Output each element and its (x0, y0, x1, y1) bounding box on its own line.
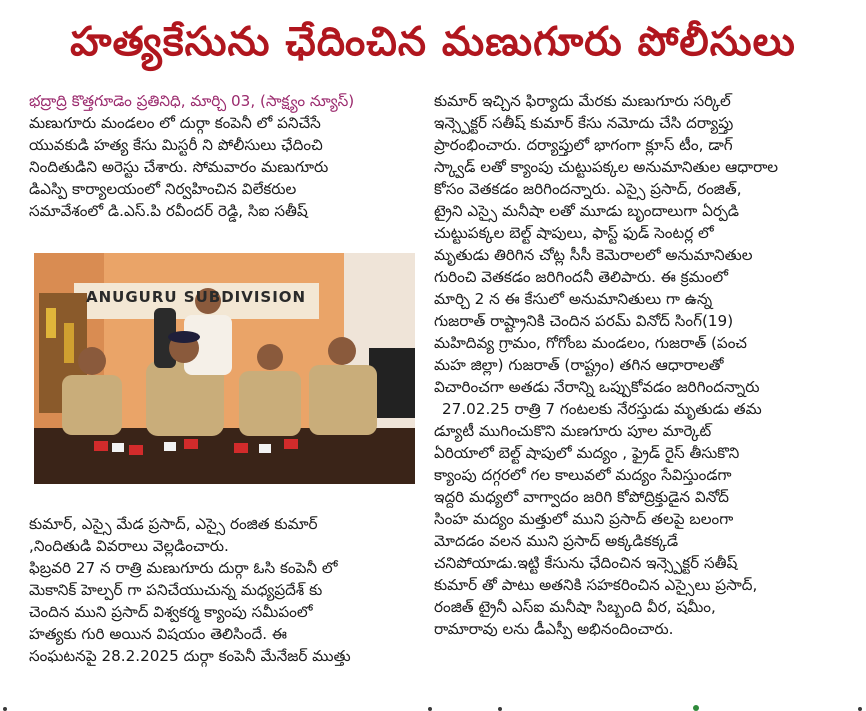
paragraph-line: ఇద్దరి మధ్యలో వాగ్వాదం జరిగి కోపోద్రిక్తుడైన వినోద్ (434, 488, 730, 506)
paragraph-line: కుమార్ ఇచ్చిన ఫిర్యాదు మేరకు మణుగూరు సర్కిల్ (434, 92, 731, 110)
paragraph-line: చుట్టుపక్కల బెల్ట్ షాపులు, ఫాస్ట్ ఫుడ్ సెంటర్ల లో (434, 224, 714, 242)
paragraph-line: మృతుడు తిరిగిన చోట్ల సీసీ కెమెరాలలో అనుమానితుల (434, 246, 753, 264)
paragraph-line: ఇన్స్పెక్టర్ సతీష్ కుమార్ కేసు నమోదు చేసి దర్యాప్తు (434, 114, 734, 132)
paragraph-line: ఫిబ్రవరి 27 న రాత్రి మణుగూరు దుర్గా ఓసి కంపెనీ లో (29, 559, 338, 577)
paragraph-line: ట్రైని ఎస్సై మనీషా లతో మూడు బృందాలుగా ఏర్పడి (434, 202, 739, 220)
paragraph-line: డ్యూటీ ముగించుకొని మణగూరు పూల మార్కెట్ (434, 422, 712, 440)
paragraph-line: చెందిన ముని ప్రసాద్ విశ్వకర్మ క్యాంపు సమీపంలో (29, 603, 313, 621)
left-column-bottom (29, 513, 414, 667)
paragraph-line: క్యాంపు దగ్గరలో గల కాలువలో మద్యం సేవిస్తుండగా (434, 466, 732, 484)
paragraph-line: మెకానిక్ హెల్పర్ గా పనిచేయుచున్న మధ్యప్రదేశ్ కు (29, 581, 323, 599)
paragraph-line: స్క్వాడ్ లతో క్యాంపు చుట్టుపక్కల అనుమానితుల ఆధారాల (434, 158, 779, 176)
right-column (434, 90, 826, 640)
paragraph-line: మణుగూరు మండలం లో దుర్గా కంపెనీ లో పనిచేసే (29, 114, 321, 132)
paragraph-line: సంఘటనపై 28.2.2025 దుర్గా కంపెనీ మేనేజర్ ముత్తు (29, 647, 351, 665)
paragraph-line: కుమార్ తో పాటు అతనికి సహకరించిన ఎస్సైలు ప్రసాద్, (434, 576, 758, 594)
left-column-top (29, 90, 414, 222)
headline: హత్యకేసును ఛేదించిన మణుగూరు పోలీసులు (70, 19, 796, 65)
paragraph-line: విచారించగా అతడు నేరాన్ని ఒప్పుకోవడం జరిగిందన్నారు (434, 378, 760, 396)
press-conference-photo (34, 253, 415, 484)
paragraph-line: రంజిత్ ట్రైనీ ఎస్ఐ మనీషా సిబ్బంది వీర, షమీం, (434, 598, 716, 616)
paragraph-line: ప్రారంభించారు. దర్యాప్తులో భాగంగా క్లూస్ టీం, డాగ్ (434, 136, 733, 154)
paragraph-line: మోదడం వలన ముని ప్రసాద్ అక్కడికక్కడే (434, 532, 679, 550)
paragraph-line: ఏరియాలో బెల్ట్ షాపులో మద్యం , ఫ్రైడ్ రైస్ తీసుకొని (434, 444, 740, 462)
paragraph-line: మహిదివ్య గ్రామం, గోగోంబ మండలం, గుజరాత్ (పంచ (434, 334, 747, 352)
paragraph-line: మార్చి 2 న ఈ కేసులో అనుమానితులు గా ఉన్న (434, 290, 713, 308)
paragraph-line: హత్యకు గురి అయిన విషయం తెలిసిందే. ఈ (29, 625, 287, 643)
paragraph-line: డిఎస్పి కార్యాలయంలో నిర్వహించిన విలేకరుల (29, 180, 297, 198)
dateline: భద్రాద్రి కొత్తగూడెం ప్రతినిధి, మార్చి 03, (సాక్ష్యం న్యూస్) (29, 92, 355, 110)
paragraph-line: కోసం వెతకడం జరిగిందన్నారు. ఎస్సై ప్రసాద్, రంజిత్, (434, 180, 742, 198)
paragraph-line: నిందితుడిని అరెస్టు చేశారు. సోమవారం మణుగూరు (29, 158, 329, 176)
footer-dots (0, 703, 866, 711)
paragraph-line: కుమార్, ఎస్సై మేడ ప్రసాద్, ఎస్సై రంజిత కుమార్ (29, 515, 318, 533)
banner-text: ANUGURU SUBDIVISION (86, 288, 307, 306)
paragraph-line: యువకుడి హత్య కేసు మిస్టరీ ని పోలీసులు ఛేదించి (29, 136, 323, 154)
paragraph-line: 27.02.25 రాత్రి 7 గంటలకు నేరస్తుడు మృతుడు తమ (442, 400, 762, 418)
paragraph-line: చనిపోయాడు.ఇట్టి కేసును ఛేదించిన ఇన్స్పెక్టర్ సతీష్ (434, 554, 738, 572)
paragraph-line: మహ జిల్లా) గుజరాత్ (రాష్ట్రం) తగిన ఆధారాలతో (434, 356, 724, 374)
paragraph-line: సింహ మద్యం మత్తులో ముని ప్రసాద్ తలపై బలంగా (434, 510, 734, 528)
paragraph-line: గురించి వెతకడం జరిగిందనీ తెలిపారు. ఈ క్రమంలో (434, 268, 729, 286)
paragraph-line: సమావేశంలో డి.ఎస్.పి రవీందర్ రెడ్డి, సిఐ సతీష్ (29, 202, 308, 220)
paragraph-line: ,నిందితుడి వివరాలు వెల్లడించారు. (29, 537, 229, 555)
paragraph-line: రామారావు లను డీఎస్పీ అభినందించారు. (434, 620, 674, 638)
paragraph-line: గుజరాత్ రాష్ట్రానికి చెందిన పరమ్ వినోద్ సింగ్(19) (434, 312, 734, 330)
